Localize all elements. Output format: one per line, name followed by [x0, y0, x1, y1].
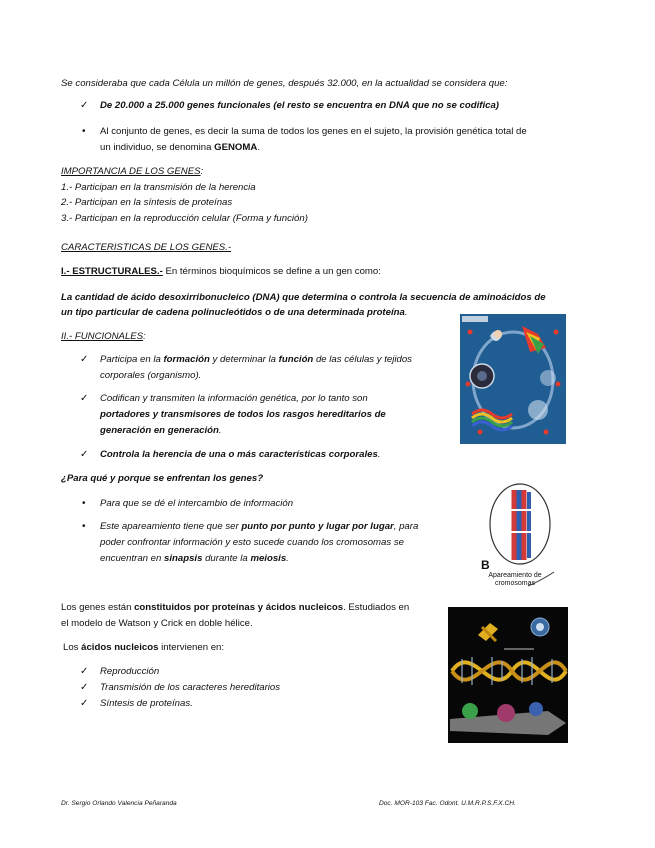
definition-line-1: La cantidad de ácido desoxirribonucleico (DNA) que determina o controla la secuencia de aminoácidos de [61, 292, 546, 303]
constituidos-line-1-bold: constituidos por proteínas y ácidos nucleicos [134, 602, 344, 613]
func-item-2-line-2: portadores y transmisores de todos los rasgos hereditarios de [100, 409, 386, 420]
para-que-item-2-line-3 [100, 553, 289, 564]
checkmark-icon: ✓ [80, 666, 89, 677]
acidos-item-1: Reproducción [100, 666, 160, 677]
checkmark-icon: ✓ [80, 100, 89, 111]
genome-line-2 [100, 142, 260, 153]
checkmark-icon: ✓ [80, 393, 89, 404]
func-item-3-text: Controla la herencia de una o más características corporales [100, 449, 378, 460]
importancia-heading-colon: : [200, 166, 204, 177]
para-que-question: ¿Para qué y porque se enfrentan los genes? [61, 473, 264, 484]
definition-line-2-text: un tipo particular de cadena polinucleótidos o de una determinada proteína [61, 307, 405, 318]
importancia-item-1: 1.- Participan en la transmisión de la herencia [61, 182, 256, 193]
funcionales-heading [61, 331, 146, 342]
chromosome-caption [480, 572, 550, 588]
funcionales-label: II.- FUNCIONALES [61, 331, 144, 342]
para-que-item-2-c: , para [393, 521, 419, 532]
constituidos-line-1 [61, 602, 409, 613]
bullet-icon: • [82, 498, 86, 509]
importancia-item-3: 3.- Participan en la reproducción celular (Forma y función) [61, 213, 308, 224]
func-item-2-line-3-text: generación en generación [100, 425, 219, 436]
para-que-item-2-a: Este apareamiento tiene que ser [100, 521, 242, 532]
checkmark-icon: ✓ [80, 698, 89, 709]
acidos-c: intervienen en: [158, 642, 225, 653]
estructurales-line [61, 266, 381, 277]
para-que-item-2-line-3-end: . [286, 553, 289, 564]
dna-helix-illustration [448, 607, 568, 743]
genome-line-2-end: . [257, 142, 260, 153]
checkmark-icon: ✓ [80, 354, 89, 365]
func-item-1-line-1 [100, 354, 412, 365]
funcionales-colon: : [143, 331, 146, 342]
acidos-item-2: Transmisión de los caracteres hereditarios [100, 682, 281, 693]
para-que-item-2-line-2: poder confrontar información y esto sucede cuando los cromosomas se [100, 537, 404, 548]
para-que-item-2-line-3-c: durante la [202, 553, 251, 564]
chromosome-caption-line-2: cromosomas [494, 580, 536, 587]
genome-term: GENOMA [214, 142, 258, 153]
func-item-1-e: de las células y tejidos [313, 354, 412, 365]
estructurales-text: En términos bioquímicos se define a un gen como: [162, 266, 381, 277]
bullet-icon: • [82, 126, 86, 137]
constituidos-line-1-c: . Estudiados en [343, 602, 410, 613]
para-que-item-2-emphasis: punto por punto y lugar por lugar [241, 521, 394, 532]
func-item-1-formacion: formación [163, 354, 210, 365]
sinapsis-term: sinapsis [164, 553, 203, 564]
definition-line-2 [61, 307, 408, 318]
genome-line-1: Al conjunto de genes, es decir la suma de todos los genes en el sujeto, la provisión genética total de [100, 126, 527, 137]
importancia-heading-text: IMPORTANCIA DE LOS GENES [61, 166, 201, 177]
genetics-cycle-illustration [460, 314, 566, 444]
figure-letter: B [481, 558, 490, 572]
estructurales-label: I.- ESTRUCTURALES.- [61, 266, 163, 277]
importancia-heading [61, 166, 203, 177]
genetics-cycle-figure [460, 314, 566, 444]
bullet-icon: • [82, 521, 86, 532]
para-que-item-2-line-3-a: encuentran en [100, 553, 165, 564]
definition-line-2-end: . [404, 307, 408, 318]
func-item-1-c: y determinar la [209, 354, 279, 365]
func-item-3 [100, 449, 380, 460]
genome-line-2-text: un individuo, se denomina [100, 142, 215, 153]
footer-author: Dr. Sergio Orlando Valencia Peñaranda [61, 800, 177, 807]
dna-helix-figure [448, 607, 568, 743]
acidos-term: ácidos nucleicos [81, 642, 159, 653]
footer-document-code: Doc. MOR-103 Fac. Odont. U.M.R.P.S.F.X.CH. [379, 800, 516, 807]
constituidos-line-2: el modelo de Watson y Crick en doble hélice. [61, 618, 253, 629]
meiosis-term: meiosis [250, 553, 287, 564]
intro-sentence: Se consideraba que cada Célula un millón de genes, después 32.000, en la actualidad se considera que: [61, 78, 508, 89]
chromosome-caption-line-1: Apareamiento de [488, 572, 542, 579]
checkmark-icon: ✓ [80, 449, 89, 460]
acidos-item-3: Síntesis de proteínas. [100, 698, 193, 709]
func-item-2-line-1: Codifican y transmiten la información genética, por lo tanto son [100, 393, 368, 404]
genes-count-item: De 20.000 a 25.000 genes funcionales (el resto se encuentra en DNA que no se codifica) [100, 100, 500, 111]
checkmark-icon: ✓ [80, 682, 89, 693]
acidos-nucleicos-line [63, 642, 224, 653]
func-item-2-line-3-end: . [218, 425, 222, 436]
caracteristicas-heading: CARACTERISTICAS DE LOS GENES.- [61, 242, 232, 253]
func-item-2-line-3 [100, 425, 222, 436]
func-item-3-end: . [377, 449, 381, 460]
para-que-item-1: Para que se dé el intercambio de información [100, 498, 294, 509]
para-que-item-2-line-1 [100, 521, 418, 532]
func-item-1-funcion: función [278, 354, 314, 365]
func-item-1-a: Participa en la [100, 354, 164, 365]
func-item-1-line-2: corporales (organismo). [100, 370, 202, 381]
intro-text [61, 78, 507, 89]
constituidos-line-1-a: Los genes están [61, 602, 135, 613]
importancia-item-2: 2.- Participan en la síntesis de proteínas [61, 197, 233, 208]
acidos-a: Los [63, 642, 82, 653]
